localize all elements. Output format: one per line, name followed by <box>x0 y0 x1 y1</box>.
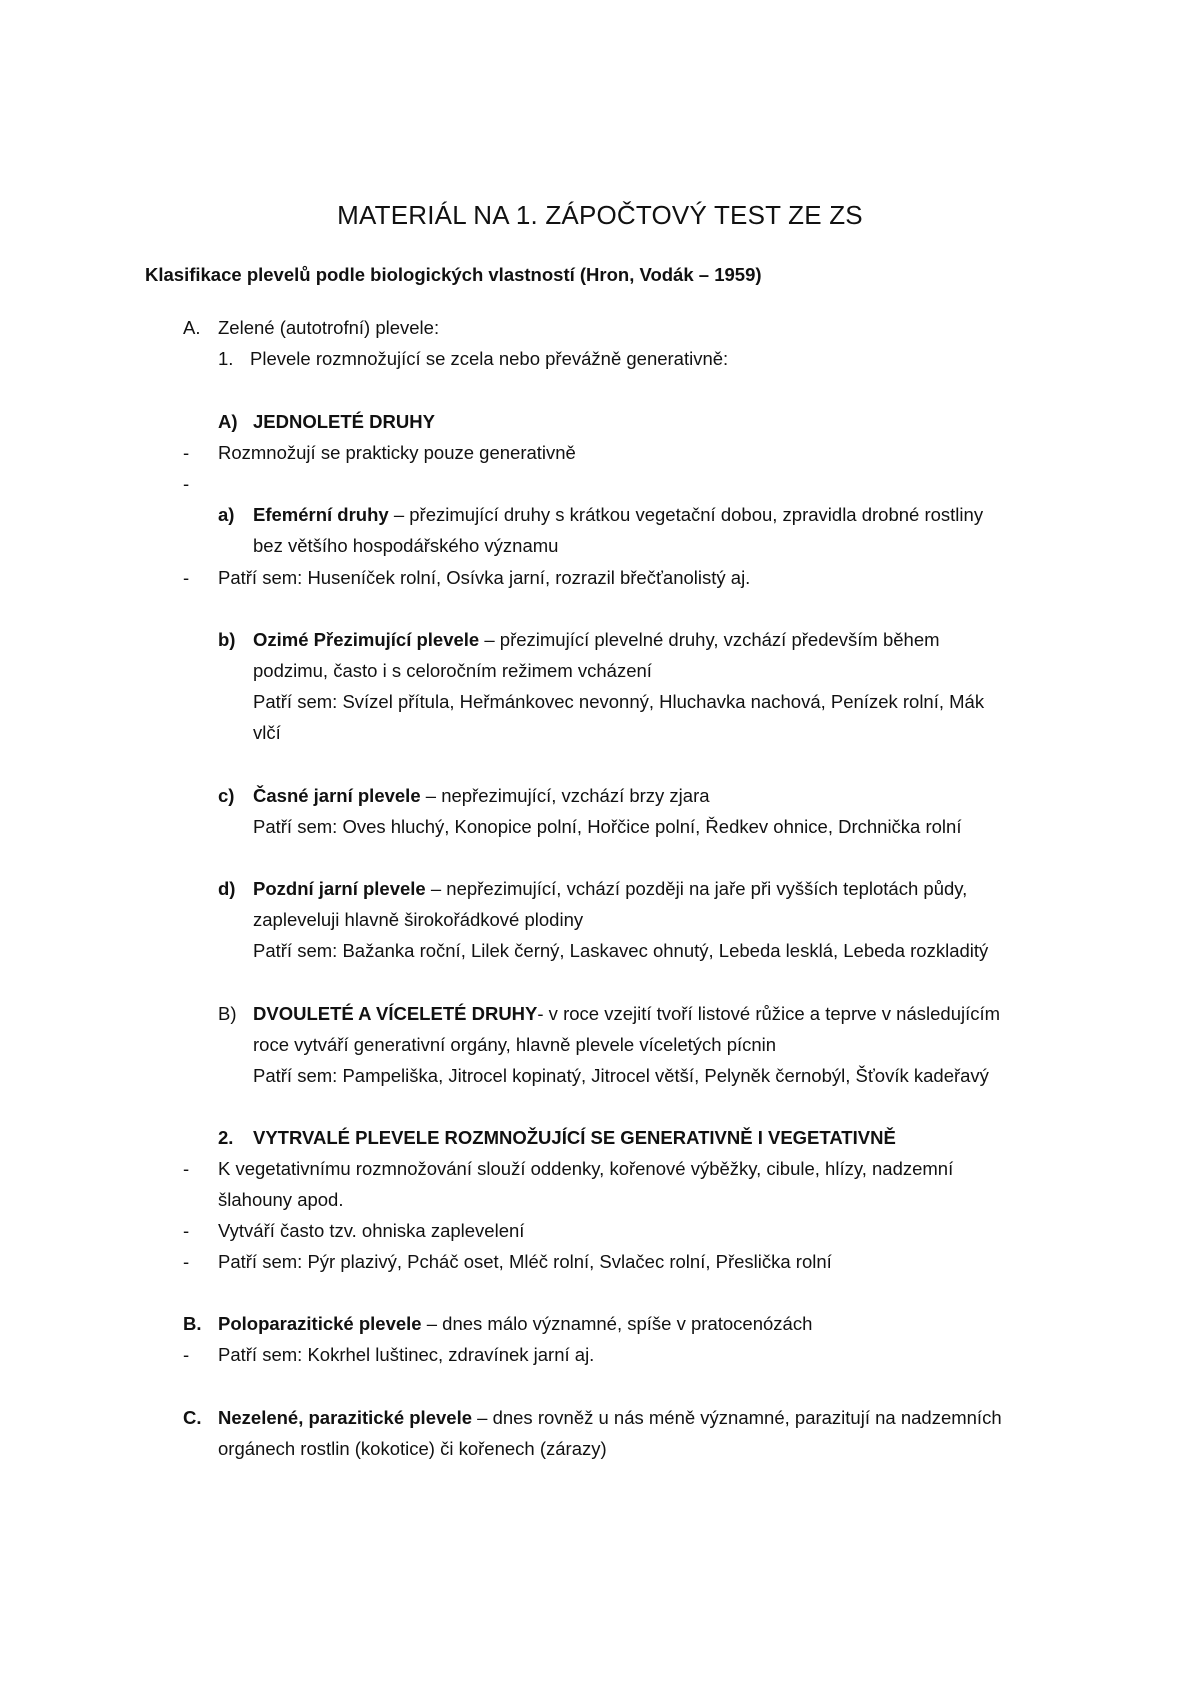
group-2-heading: VYTRVALÉ PLEVELE ROZMNOŽUJÍCÍ SE GENERATIVNĚ I VEGETATIVNĚ <box>253 1127 896 1148</box>
group-A-heading: JEDNOLETÉ DRUHY <box>253 411 435 432</box>
section-subtitle: Klasifikace plevelů podle biologických vlastností (Hron, Vodák – 1959) <box>145 264 762 285</box>
item-a-line-1 <box>253 502 983 528</box>
item-d-desc: – nepřezimující, vchází později na jaře při vyšších teplotách půdy, <box>425 878 968 899</box>
bullet-dash: - <box>183 442 190 463</box>
marker-A: A. <box>183 317 201 338</box>
group-B-line-2: roce vytváří generativní orgány, hlavně plevele víceletých pícnin <box>253 1034 777 1055</box>
bullet-dash: - <box>183 567 190 588</box>
item-C-line-2: orgánech rostlin (kokotice) či kořenech (zárazy) <box>218 1438 607 1459</box>
item-d-patri: Patří sem: Bažanka roční, Lilek černý, Laskavec ohnutý, Lebeda lesklá, Lebeda rozkladitý <box>253 940 989 961</box>
marker-d: d) <box>218 878 236 899</box>
item-B-name: Poloparazitické plevele <box>218 1313 422 1334</box>
marker-1: 1. <box>218 348 234 369</box>
group-B-patri: Patří sem: Pampeliška, Jitrocel kopinatý, Jitrocel větší, Pelyněk černobýl, Šťovík kadeřavý <box>253 1065 989 1086</box>
item-a-patri: Patří sem: Huseníček rolní, Osívka jarní, rozrazil břečťanolistý aj. <box>218 567 751 588</box>
item-c-patri: Patří sem: Oves hluchý, Konopice polní, Hořčice polní, Ředkev ohnice, Drchnička rolní <box>253 816 962 837</box>
marker-group-A: A) <box>218 411 238 432</box>
marker-B: B. <box>183 1313 202 1334</box>
item-c-desc: – nepřezimující, vzchází brzy zjara <box>420 785 710 806</box>
bullet-dash: - <box>183 1344 190 1365</box>
item-a-line-2: bez většího hospodářského významu <box>253 535 559 556</box>
bullet-dash: - <box>183 473 190 494</box>
bullet-dash: - <box>183 1220 190 1241</box>
item-b-patri-1: Patří sem: Svízel přítula, Heřmánkovec nevonný, Hluchavka nachová, Penízek rolní, Mák <box>253 691 985 712</box>
bullet-dash: - <box>183 1158 190 1179</box>
item-d-line-2: zapleveluji hlavně širokořádkové plodiny <box>253 909 584 930</box>
bullet-dash: - <box>183 1251 190 1272</box>
item-a-desc: – přezimující druhy s krátkou vegetační dobou, zpravidla drobné rostliny <box>388 504 984 525</box>
group-2-bullet-1b: šlahouny apod. <box>218 1189 344 1210</box>
item-C-desc: – dnes rovněž u nás méně významné, parazitují na nadzemních <box>472 1407 1002 1428</box>
marker-group-B: B) <box>218 1003 237 1024</box>
group-B-line-1 <box>253 1001 1000 1027</box>
item-d-name: Pozdní jarní plevele <box>253 878 426 899</box>
group-2-bullet-3: Patří sem: Pýr plazivý, Pcháč oset, Mléč rolní, Svlačec rolní, Přeslička rolní <box>218 1251 832 1272</box>
marker-b: b) <box>218 629 236 650</box>
marker-a: a) <box>218 504 235 525</box>
item-b-line-2: podzimu, často i s celoročním režimem vcházení <box>253 660 652 681</box>
item-a-name: Efemérní druhy <box>253 504 389 525</box>
item-B-desc: – dnes málo významné, spíše v pratocenózách <box>421 1313 813 1334</box>
item-A-text: Zelené (autotrofní) plevele: <box>218 317 440 338</box>
group-2-bullet-1a: K vegetativnímu rozmnožování slouží oddenky, kořenové výběžky, cibule, hlízy, nadzemní <box>218 1158 954 1179</box>
item-B-line <box>218 1311 812 1337</box>
item-1-text: Plevele rozmnožující se zcela nebo převážně generativně: <box>250 348 729 369</box>
item-C-name: Nezelené, parazitické plevele <box>218 1407 472 1428</box>
group-A-bullet-1: Rozmnožují se prakticky pouze generativně <box>218 442 576 463</box>
item-c-name: Časné jarní plevele <box>253 785 421 806</box>
item-b-desc: – přezimující plevelné druhy, vzchází především během <box>479 629 940 650</box>
group-B-desc: - v roce vzejití tvoří listové růžice a teprve v následujícím <box>537 1003 1001 1024</box>
item-b-patri-2: vlčí <box>253 722 281 743</box>
group-2-bullet-2: Vytváří často tzv. ohniska zaplevelení <box>218 1220 525 1241</box>
group-B-heading: DVOULETÉ A VÍCELETÉ DRUHY <box>253 1003 538 1024</box>
page-title: MATERIÁL NA 1. ZÁPOČTOVÝ TEST ZE ZS <box>337 200 863 230</box>
item-b-name: Ozimé Přezimující plevele <box>253 629 480 650</box>
item-b-line-1 <box>253 627 940 653</box>
item-C-line-1 <box>218 1405 1002 1431</box>
item-d-line-1 <box>253 876 967 902</box>
marker-c: c) <box>218 785 235 806</box>
marker-2: 2. <box>218 1127 234 1148</box>
marker-C: C. <box>183 1407 202 1428</box>
item-B-bullet: Patří sem: Kokrhel luštinec, zdravínek jarní aj. <box>218 1344 595 1365</box>
item-c-line-1 <box>253 783 710 809</box>
